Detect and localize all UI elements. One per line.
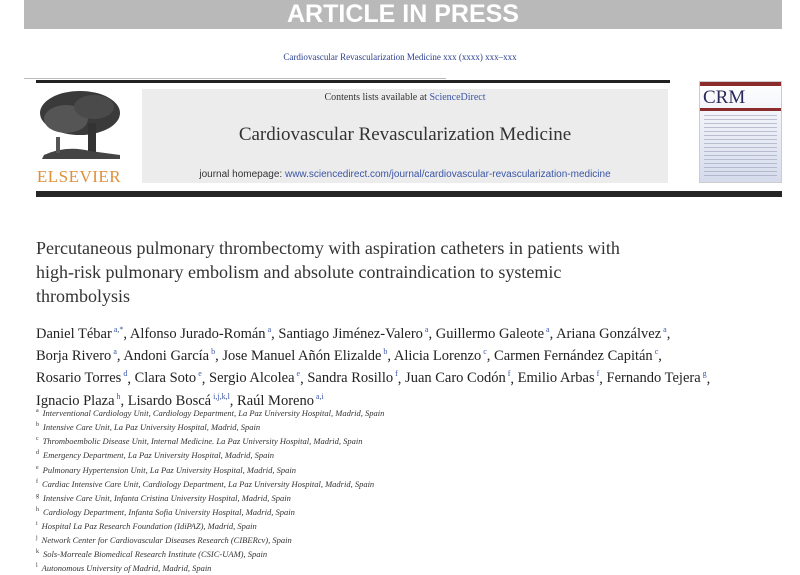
- author[interactable]: Guillermo Galeote $^a$: [435, 325, 550, 342]
- affiliation-marker[interactable]: e: [294, 369, 301, 379]
- homepage-label: journal homepage:: [199, 169, 285, 180]
- affiliation-key: i: [36, 521, 38, 527]
- affiliation-marker[interactable]: a: [422, 325, 429, 334]
- author[interactable]: Ariana Gonzálvez $^a$: [556, 325, 667, 342]
- author[interactable]: Borja Rivero $^a$: [36, 347, 117, 365]
- affiliation-marker[interactable]: f: [594, 369, 600, 379]
- article-in-press-banner: [24, 0, 782, 29]
- affiliation-item: $^b$ Intensive Care Unit, La Paz University Hospital, Madrid, Spain: [36, 421, 261, 432]
- elsevier-tree-icon: [36, 89, 122, 161]
- affiliation-item: $^d$ Emergency Department, La Paz University Hospital, Madrid, Spain: [36, 450, 275, 461]
- affiliation-marker[interactable]: a: [661, 325, 667, 334]
- affiliation-key: c: [36, 436, 39, 443]
- affiliation-marker[interactable]: i,j,k,l: [211, 391, 230, 401]
- header-bottom-rule: [36, 191, 782, 197]
- affiliation-marker[interactable]: b: [381, 347, 388, 357]
- cover-contents: [704, 115, 777, 176]
- affiliation-marker[interactable]: d: [121, 369, 128, 379]
- affiliation-marker[interactable]: c: [481, 347, 487, 357]
- journal-citation: Cardiovascular Revascularization Medicine xxx (xxxx) xxx–xxx: [283, 52, 517, 62]
- affiliation-item: $^c$ Thromboembolic Disease Unit, Internal Medicine. La Paz University Hospital, Madrid, Spain: [36, 436, 363, 447]
- elsevier-logo[interactable]: [36, 89, 122, 185]
- affiliation-marker[interactable]: c: [652, 347, 659, 357]
- author[interactable]: Emilio Arbas $^f$: [517, 369, 600, 387]
- author[interactable]: Clara Soto $^e$: [134, 369, 202, 387]
- elsevier-wordmark: ELSEVIER: [36, 167, 122, 186]
- affiliation-key: f: [36, 478, 38, 485]
- author[interactable]: Alfonso Jurado-Román $^a$: [129, 325, 272, 342]
- author[interactable]: Andoni García $^b$: [123, 347, 216, 365]
- affiliation-item: $^l$ Autonomous University of Madrid, Madrid, Spain: [36, 563, 212, 574]
- affiliation-marker[interactable]: b: [209, 347, 216, 357]
- author[interactable]: Sergio Alcolea $^e$: [209, 369, 301, 387]
- affiliation-item: $^e$ Pulmonary Hypertension Unit, La Paz University Hospital, Madrid, Spain: [36, 464, 297, 475]
- affiliation-item: $^g$ Intensive Care Unit, Infanta Cristina University Hospital, Madrid, Spain: [36, 492, 291, 503]
- cover-title: CRM: [703, 87, 746, 108]
- contents-prefix: Contents lists available at: [324, 92, 430, 103]
- banner-text: ARTICLE IN PRESS: [287, 0, 519, 28]
- affiliation-key: b: [36, 422, 39, 429]
- affiliation-key: j: [36, 535, 38, 542]
- author[interactable]: Juan Caro Codón $^f$: [405, 369, 511, 387]
- cover-bar: [700, 108, 781, 111]
- author[interactable]: Carmen Fernández Capitán $^c$: [494, 347, 659, 365]
- affiliation-marker[interactable]: a,*: [111, 325, 124, 334]
- affiliation-key: k: [36, 549, 39, 556]
- affiliation-item: $^k$ Sols-Morreale Biomedical Research Institute (CSIC-UAM), Spain: [36, 549, 268, 560]
- author[interactable]: Lisardo Boscá $^{i,j,k,l}$: [127, 391, 230, 409]
- affiliation-marker[interactable]: e: [196, 369, 202, 379]
- author[interactable]: Rosario Torres $^d$: [36, 369, 128, 387]
- journal-cover-thumbnail[interactable]: [699, 81, 782, 183]
- journal-homepage: [142, 169, 668, 180]
- affiliation-key: l: [36, 563, 38, 570]
- affiliation-marker[interactable]: f: [393, 369, 398, 379]
- divider: [24, 78, 446, 79]
- homepage-link[interactable]: www.sciencedirect.com/journal/cardiovascular-revascularization-medicine: [284, 169, 611, 180]
- article-title: Percutaneous pulmonary thrombectomy with aspiration catheters in patients with high-risk pulmonary embolism and absolute contraindication to systemic thrombolysis: [36, 238, 620, 306]
- affiliation-key: g: [36, 492, 39, 499]
- author[interactable]: Alicia Lorenzo $^c$: [393, 347, 487, 365]
- author[interactable]: Ignacio Plaza $^h$: [36, 391, 121, 409]
- affiliation-item: $^i$ Hospital La Paz Research Foundation (IdiPAZ), Madrid, Spain: [36, 520, 257, 531]
- affiliation-key: a: [36, 408, 39, 414]
- affiliation-item: $^f$ Cardiac Intensive Care Unit, Cardiology Department, La Paz University Hospital, Madrid, Spain: [36, 478, 375, 489]
- contents-line: [142, 92, 668, 103]
- header-top-rule: [36, 80, 302, 83]
- affiliation-marker[interactable]: a: [265, 325, 272, 334]
- affiliation-list: [36, 405, 636, 575]
- journal-name: Cardiovascular Revascularization Medicine: [238, 124, 572, 145]
- sciencedirect-link[interactable]: ScienceDirect: [429, 92, 486, 103]
- author[interactable]: Sandra Rosillo $^f$: [307, 369, 398, 387]
- affiliation-marker[interactable]: h: [114, 391, 121, 401]
- affiliation-key: e: [36, 464, 39, 471]
- affiliation-marker[interactable]: f: [505, 369, 511, 379]
- affiliation-marker[interactable]: a: [544, 325, 550, 334]
- journal-header-box: [142, 89, 668, 183]
- author[interactable]: Fernando Tejera $^g$: [606, 369, 707, 387]
- author[interactable]: Daniel Tébar $^{a,*}$: [36, 325, 124, 342]
- author-list: Daniel Tébar $^{a,*}$, Alfonso Jurado-Román $^a$, Santiago Jiménez-Valero $^a$, Guillermo Galeote $^a$, Ariana Gonzálvez $^a$, Borja Rivero $^a$, Andoni García $^b$, Jose Manuel Añón Elizalde $^b$, Alicia Lorenzo $^c$, Carmen Fernández Capitán $^c$, Rosario Torres $^d$, Clara Soto $^e$, Sergio Alcolea $^e$, Sandra Rosillo $^f$, Juan Caro Codón $^f$, Emilio Arbas $^f$, Fernando Tejera $^g$, Ignacio Plaza $^h$, Lisardo Boscá $^{i,j,k,l}$, Raúl Moreno $^{a,i}$: [36, 325, 711, 409]
- affiliation-marker[interactable]: a: [111, 347, 117, 357]
- affiliation-item: $^h$ Cardiology Department, Infanta Sofia University Hospital, Madrid, Spain: [36, 506, 295, 517]
- header-top-rule-2: [300, 80, 670, 83]
- affiliation-key: h: [36, 506, 39, 513]
- affiliation-key: d: [36, 450, 39, 457]
- affiliation-marker[interactable]: a,i: [313, 391, 324, 401]
- author[interactable]: Jose Manuel Añón Elizalde $^b$: [222, 347, 388, 365]
- author[interactable]: Santiago Jiménez-Valero $^a$: [278, 325, 429, 342]
- affiliation-marker[interactable]: g: [700, 369, 707, 379]
- affiliation-item: $^j$ Network Center for Cardiovascular Diseases Research (CIBERcv), Spain: [36, 534, 292, 545]
- author[interactable]: Raúl Moreno $^{a,i}$: [237, 391, 324, 409]
- affiliation-item: $^a$ Interventional Cardiology Unit, Cardiology Department, La Paz University Hospital, Madrid, Spain: [36, 407, 385, 418]
